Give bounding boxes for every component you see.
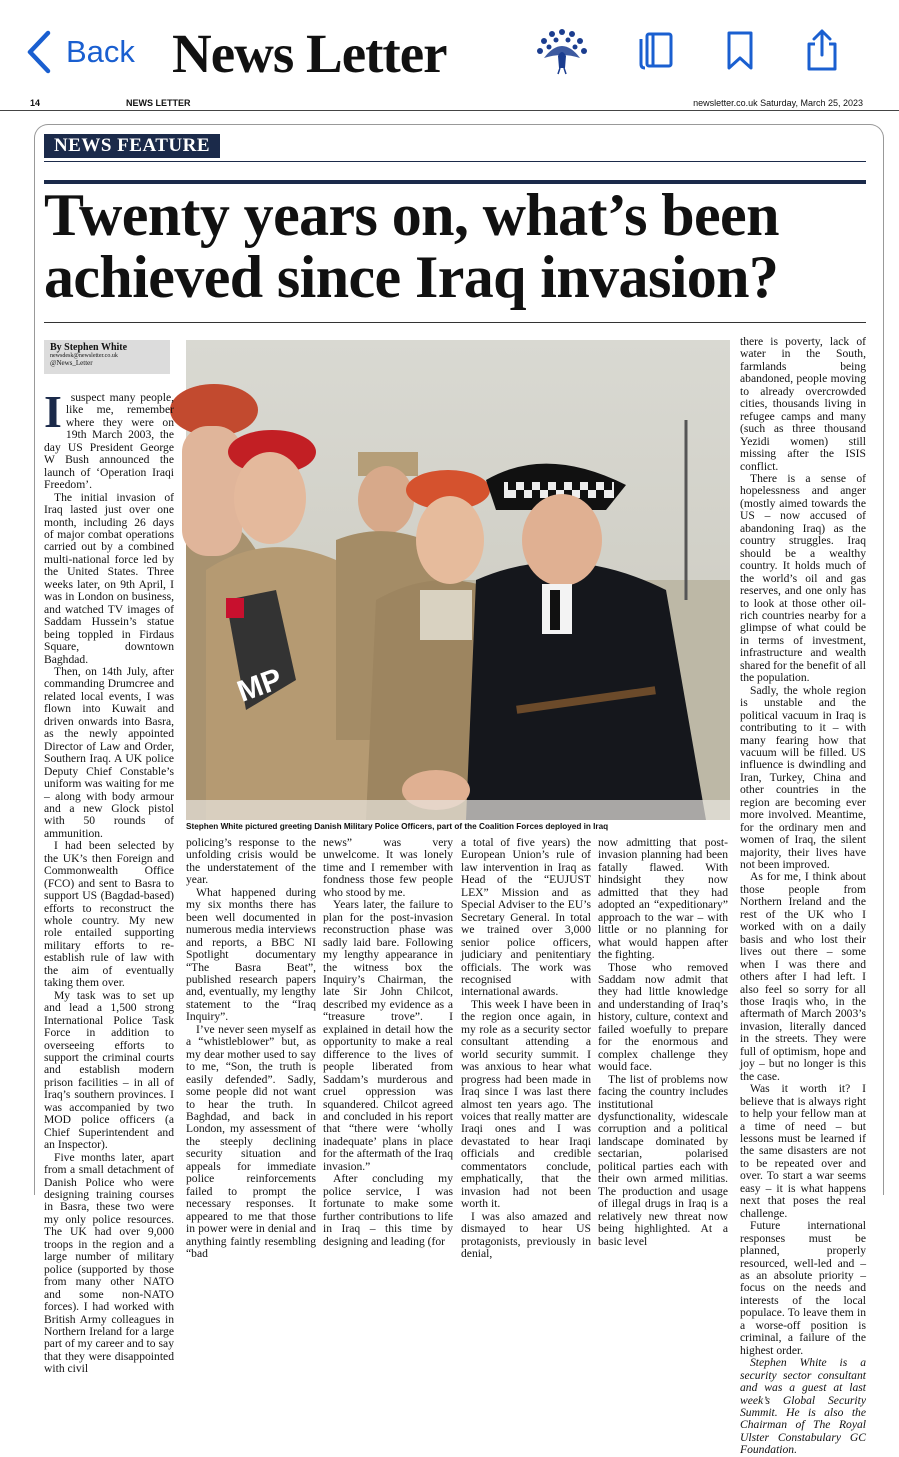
col6-p0: there is poverty, lack of water in the South, farmlands being abandoned, people moving to already overcrowded cities, thousands living in refugee camps and many (such as three thousand Yezidi women) still missing after the ISIS conflict. <box>740 335 866 473</box>
page-number: 14 <box>30 98 41 108</box>
reader-toolbar <box>0 0 899 100</box>
column-3 <box>323 836 453 1248</box>
col4-p1: This week I have been in the region once again, in my role as a security sector consultant attending a world security summit. I was anxious to hear what progress had been made in Iraq since I was last there almost ten years ago. The voices that really matter are Iraqi ones and I was devastated to hear Iraqi officials and credible commentators conclude, emphatically, that the invasion had not been worth it. <box>461 997 591 1211</box>
col6-p1: There is a sense of hopelessness and anger (mostly aimed towards the US – now accused of abandoning Iraq) as the country struggles. Iraq should be a wealthy country. It holds much of the world’s oil and gas reserves, and one only has to look at those other oil-rich countries nearby for a glimpse of what could be in terms of investment, infrastructure and wealth shared for the benefit of all the population. <box>740 471 866 685</box>
col6-p3: As for me, I think about those people from Northern Ireland and the rest of the UK who I worked with on a daily basis and who lost their lives out there – some when I was there and others after I had left. I also feel so sorry for all those Iraqis who, in the aftermath of March 2003’s invasion, literally danced in the streets. They were full of optimism, hope and joy – but no longer is this the case. <box>740 870 866 1083</box>
byline-name: By Stephen White <box>50 342 128 353</box>
column-1 <box>44 386 174 1376</box>
section-kicker: NEWS FEATURE <box>44 134 220 158</box>
photo-caption: Stephen White pictured greeting Danish Military Police Officers, part of the Coalition Forces deployed in Iraq <box>186 822 609 831</box>
col1-p4: My task was to set up and lead a 1,500 strong International Police Task Force in addition to overseeing efforts to support the criminal courts and establish modern prison facilities – in all of Iraq’s southern provinces. I was accompanied by two MOD police officers (a Chief Superintendent and an Inspector). <box>44 988 174 1152</box>
back-label: Back <box>66 34 135 69</box>
col2-p1: What happened during my six months there has been well documented in numerous media interviews and reports, a BBC NI Spotlight documentary “The Basra Beat”, published research papers and, eventually, my lengthy statement to the “Iraq Inquiry”. <box>186 885 316 1024</box>
site-and-date: newsletter.co.uk Saturday, March 25, 2023 <box>693 98 863 108</box>
col4-p0: a total of five years) the European Union’s rule of law intervention in Iraq as Head of the “EUJUST LEX” Mission and as Special Adviser to the EU’s Secretary General. In total we trained over 3,000 senior police officers, judiciary and penitentiary officials. The work was recognised with international awards. <box>461 836 591 999</box>
headline <box>44 184 874 308</box>
photo-scene <box>186 340 730 820</box>
col1-p5: Five months later, apart from a small detachment of Danish Police who were designing training courses in Basra, these two were my only police resources. The UK had over 9,000 troops in the region and a large number of military police (supported by those from many other NATO and some non-NATO forces). I had worked with British Army colleagues in Northern Ireland for a large part of my career and to say that they were disappointed with civil <box>44 1150 174 1376</box>
byline-twitter: @News_Letter <box>50 359 93 367</box>
pages-icon[interactable] <box>636 28 676 72</box>
col6-p4: Was it worth it? I believe that is always right to help your fellow man at a time of need – but lessons must be learned if the same disasters are not to be repeated over and over. To start a war seems easy – it is what happens next that poses the real challenge. <box>740 1082 866 1220</box>
col2-p0: policing’s response to the unfolding crisis would be the understatement of the year. <box>186 836 316 887</box>
byline-email: newsdesk@newsletter.co.uk <box>50 353 118 359</box>
col1-p0: suspect many people, like me, remember where they were on 19th March 2003, the day US President George W Bush announced the launch of ‘Operation Iraqi Freedom’. <box>44 391 174 492</box>
author-bio: Stephen White is a security sector consultant and was a guest at last week’s Global Security Summit. He is also the Chairman of The Royal Ulster Constabulary GC Foundation. <box>740 1356 866 1457</box>
kicker-rule <box>44 161 866 162</box>
column-5 <box>598 836 728 1248</box>
headline-line-1: Twenty years on, what’s been <box>44 182 779 248</box>
drop-cap: I <box>44 386 62 437</box>
chevron-left-icon <box>24 30 52 74</box>
peacock-logo-icon <box>534 24 590 76</box>
masthead-title: News Letter <box>172 23 447 84</box>
col5-p1: Those who removed Saddam now admit that they had little knowledge and understanding of Iraq’s history, culture, context and failed woefully to prepare for the enormous and complex challenge they would face. <box>598 960 728 1074</box>
column-6 <box>740 335 866 1457</box>
col6-p5: Future international responses must be planned, properly resourced, well-led and – as an absolute priority – focus on the needs and interests of the local populace. To leave them in a worse-off position is criminal, a failure of the highest order. <box>740 1219 866 1357</box>
col5-p0: now admitting that post-invasion planning had been fatally flawed. With hindsight they now admitted that they had adopted an “expeditionary” approach to the war – with little or no planning for what would happen after the fighting. <box>598 836 728 962</box>
col6-p2: Sadly, the whole region is unstable and the political vacuum in Iraq is contributing to it – with many fearing how that vacuum will be filled. US influence is dwindling and Iran, Turkey, China and other countries in the region are becoming ever more involved. Meantime, for the ordinary men and women of Iraq, the silent majority, their lives have not been improved. <box>740 683 866 872</box>
col1-p3: I had been selected by the UK’s then Foreign and Commonwealth Office (FCO) and sent to Basra to support US (Bagdad-based) efforts to reconstruct the whole country. My new role entailed supporting military efforts to re-establish rule of law with the aim of eventually taking them over. <box>44 839 174 990</box>
share-icon[interactable] <box>802 28 842 72</box>
col1-p1: The initial invasion of Iraq lasted just over one month, including 26 days of major combat operations carried out by a combined multi-national force led by the United States. Three weeks later, on 9th April, I was in London on business, and watched TV images of Saddam Hussein’s statue being toppled in Firdaus Square, downtown Baghdad. <box>44 490 174 666</box>
col3-p1: Years later, the failure to plan for the post-invasion reconstruction phase was sadly laid bare. Following my lengthy appearance in the witness box the Inquiry’s Chairman, the late Sir John Chilcot, described my evidence as a “treasure trove”. I explained in detail how the opportunity to make a real difference to the lives of people liberated from Saddam’s murderous and cruel oppression was squandered. Chilcot agreed and concluded in his report that “there were ‘wholly inadequate’ plans in place for the aftermath of the Iraq invasion.” <box>323 898 453 1173</box>
back-button[interactable] <box>24 22 135 82</box>
column-4 <box>461 836 591 1260</box>
col2-p2: I’ve never seen myself as a “whistleblower” but, as my dear mother used to say to me, “Son, the truth is easily defended”. Sadly, some people did not want to hear the truth. In Baghdad, and back in London, my assessment of the steeply declining security situation and appeals for immediate police reinforcements failed to prompt the necessary responses. It appeared to me that those in power were in denial and anything faintly resembling “bad <box>186 1022 316 1260</box>
col1-p2: Then, on 14th July, after commanding Drumcree and related local events, I was flown into Kuwait and driven onwards into Basra, as the newly appointed Director of Law and Order, Southern Iraq. A UK police Deputy Chief Constable’s uniform was waiting for me – along with body armour and a new Glock pistol with 50 rounds of ammunition. <box>44 664 174 840</box>
headline-line-2: achieved since Iraq invasion? <box>44 244 779 310</box>
mp-armband: MP <box>233 662 287 709</box>
column-2 <box>186 836 316 1260</box>
headline-bottom-rule <box>44 322 866 323</box>
article-photo <box>186 340 730 820</box>
col5-p2: The list of problems now facing the country includes institutional dysfunctionality, widescale corruption and a political landscape dominated by sectarian, polarised political parties each with their own armed militias. The production and usage of illegal drugs in Iraq is a relatively new threat now being highlighted. At a basic level <box>598 1072 728 1248</box>
header-rule <box>0 110 899 111</box>
col4-p2: I was also amazed and dismayed to hear US protagonists, previously in denial, <box>461 1209 591 1260</box>
bookmark-icon[interactable] <box>720 28 760 72</box>
col3-p0: news” was very unwelcome. It was lonely time and I remember with fondness those few people who stood by me. <box>323 836 453 899</box>
col3-p2: After concluding my police service, I was fortunate to make some further contributions to life in Iraq – this time by designing and leading (for <box>323 1172 453 1248</box>
paragraph <box>44 386 174 492</box>
byline-box <box>44 340 170 374</box>
publication-name: NEWS LETTER <box>126 98 191 108</box>
